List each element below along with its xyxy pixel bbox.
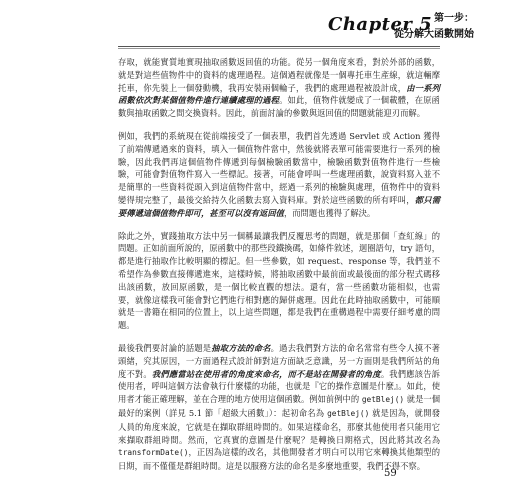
body-text bbox=[118, 56, 440, 473]
body-text-run: 最後我們要討論的話題是 bbox=[118, 342, 212, 353]
paragraph bbox=[118, 56, 440, 120]
body-text-run: 。我們應該告訴使用者，呼叫這個方法會執行什麼樣的功能，也就是『它的操作意圖是什麼』。如此，使用者才能正確理解，並在合理的地方使用這個函數。例如前例中的 bbox=[118, 368, 440, 405]
code-text: getBlej() bbox=[361, 395, 405, 405]
step-label: 第一步： bbox=[434, 13, 474, 24]
page-number: 59 bbox=[384, 468, 397, 479]
paragraph bbox=[118, 130, 440, 220]
body-text-run: 存取，就能實質地實現抽取函數返回值的功能。從另一個角度來看，對於外部的函數，就是對這些值物件中的資料的處理過程。這個過程就像是一個專托車生產線，就這輛摩托車，你先裝上一個發動機，我再安裝兩個輪子，我們的處理過程被設計成， bbox=[118, 57, 440, 93]
paragraph-gap bbox=[118, 332, 440, 342]
body-text-run: 例如，我們的系統現在從前端接受了一個表單，我們首先透過 Servlet 或 Action 獲得了前端傳遞過來的資料，填入一個值物件當中，然後就將表單可能需要進行一系列的檢驗，因此我們再這個值物件傳遞到每個檢驗函數當中，檢驗函數對值物件進行一些檢驗，可能會對值物件寫入一些標記。接著，可能會呼叫一些處理函數，說資料寫入並不是簡單的一些資料從頭入到這值物件當中，經過一系列的檢驗與處理，值物件中的資料變得規完整了，最後交給持久化函數去寫入資料庫。對於這些函數的所有呼叫， bbox=[118, 130, 440, 205]
body-text-run: ，而問題也獲得了解決。 bbox=[283, 207, 376, 218]
code-text: getBlej() bbox=[327, 408, 370, 418]
step-title: 從分解大函數開始 bbox=[394, 29, 474, 40]
emphasis-text: 我們應當站在使用者的角度來命名，而不是站在開發者的角度 bbox=[151, 368, 381, 379]
page-header bbox=[0, 0, 520, 56]
body-text-run: 就是一個最好的案例（詳見 5.1 節「超級大函數」）：起初命名為 bbox=[118, 394, 440, 418]
emphasis-text: 由一系列函數依次對某個值物件進行連續處理的過程 bbox=[118, 82, 440, 106]
header-rule bbox=[118, 46, 440, 47]
header-rule-thin bbox=[118, 48, 440, 49]
paragraph-gap bbox=[118, 120, 440, 130]
paragraph-gap bbox=[118, 220, 440, 230]
code-text: transformDate() bbox=[118, 448, 189, 458]
body-text-run: 就是因為，就開發人員的角度來說，它就是在擷取群組時間的。如果這樣命名，那麼其他使用者只能用它來擷取群組時間。然而，它真實的意圖是什麼呢？是轉換日期格式，因此將其改名為 bbox=[118, 407, 440, 445]
body-text-run: 除此之外，實踐抽取方法中另一個稱最讓我們反覆思考的問題，就是那個「查紅線」的問題。正如前面所說的，原函數中的那些段鐵換碼，如條件敘述，迴圈語句，try 語句，都是進行抽取作比較明顯的標記。但一些參數，如 request、response 等，我們並不希望作為參數直接傳遞進來，這樣時候，將抽取函數中最前面或最後面的部分程式碼移出該函數，放回原函數，是一個比較直觀的想法。還有，當一些函數功能相似，也需要，就像這樣我可能會對它們進行相對應的歸併處理。因此在此時抽取函數中，可能順就是一書籍在相同的位置上，以上這些問題，都是我們在重構過程中需要仔細考慮的問題。 bbox=[118, 230, 440, 331]
emphasis-text: 抽取方法的命名 bbox=[211, 342, 271, 353]
paragraph bbox=[118, 342, 440, 473]
chapter-heading: Chapter 5 bbox=[328, 14, 433, 35]
body-text-run: ，正因為這樣的改名，其他開發者才明白可以用它來轉換其他類型的日期，而不僅僅是群組時間。這是以服務方法的命名是多麼地重要，我們不得不察。 bbox=[118, 447, 440, 472]
emphasis-text: 都只需要傳遞這個值物件即可，甚至可以沒有返回值 bbox=[118, 194, 440, 218]
body-text-run: 。如此，值物件就變成了一個載體，在原函數與抽取函數之間交換資料。因此，前面討論的參數與返回值的問題就能迎刃而解。 bbox=[118, 95, 440, 119]
section-heading bbox=[394, 9, 474, 40]
body-text-run: 。過去我們對方法的命名常常有些令人摸不著頭緒，究其原因，一方面過程式設計師對這方面缺乏意識，另一方面則是我們所站的角度不對。 bbox=[118, 342, 440, 379]
paragraph bbox=[118, 230, 440, 332]
